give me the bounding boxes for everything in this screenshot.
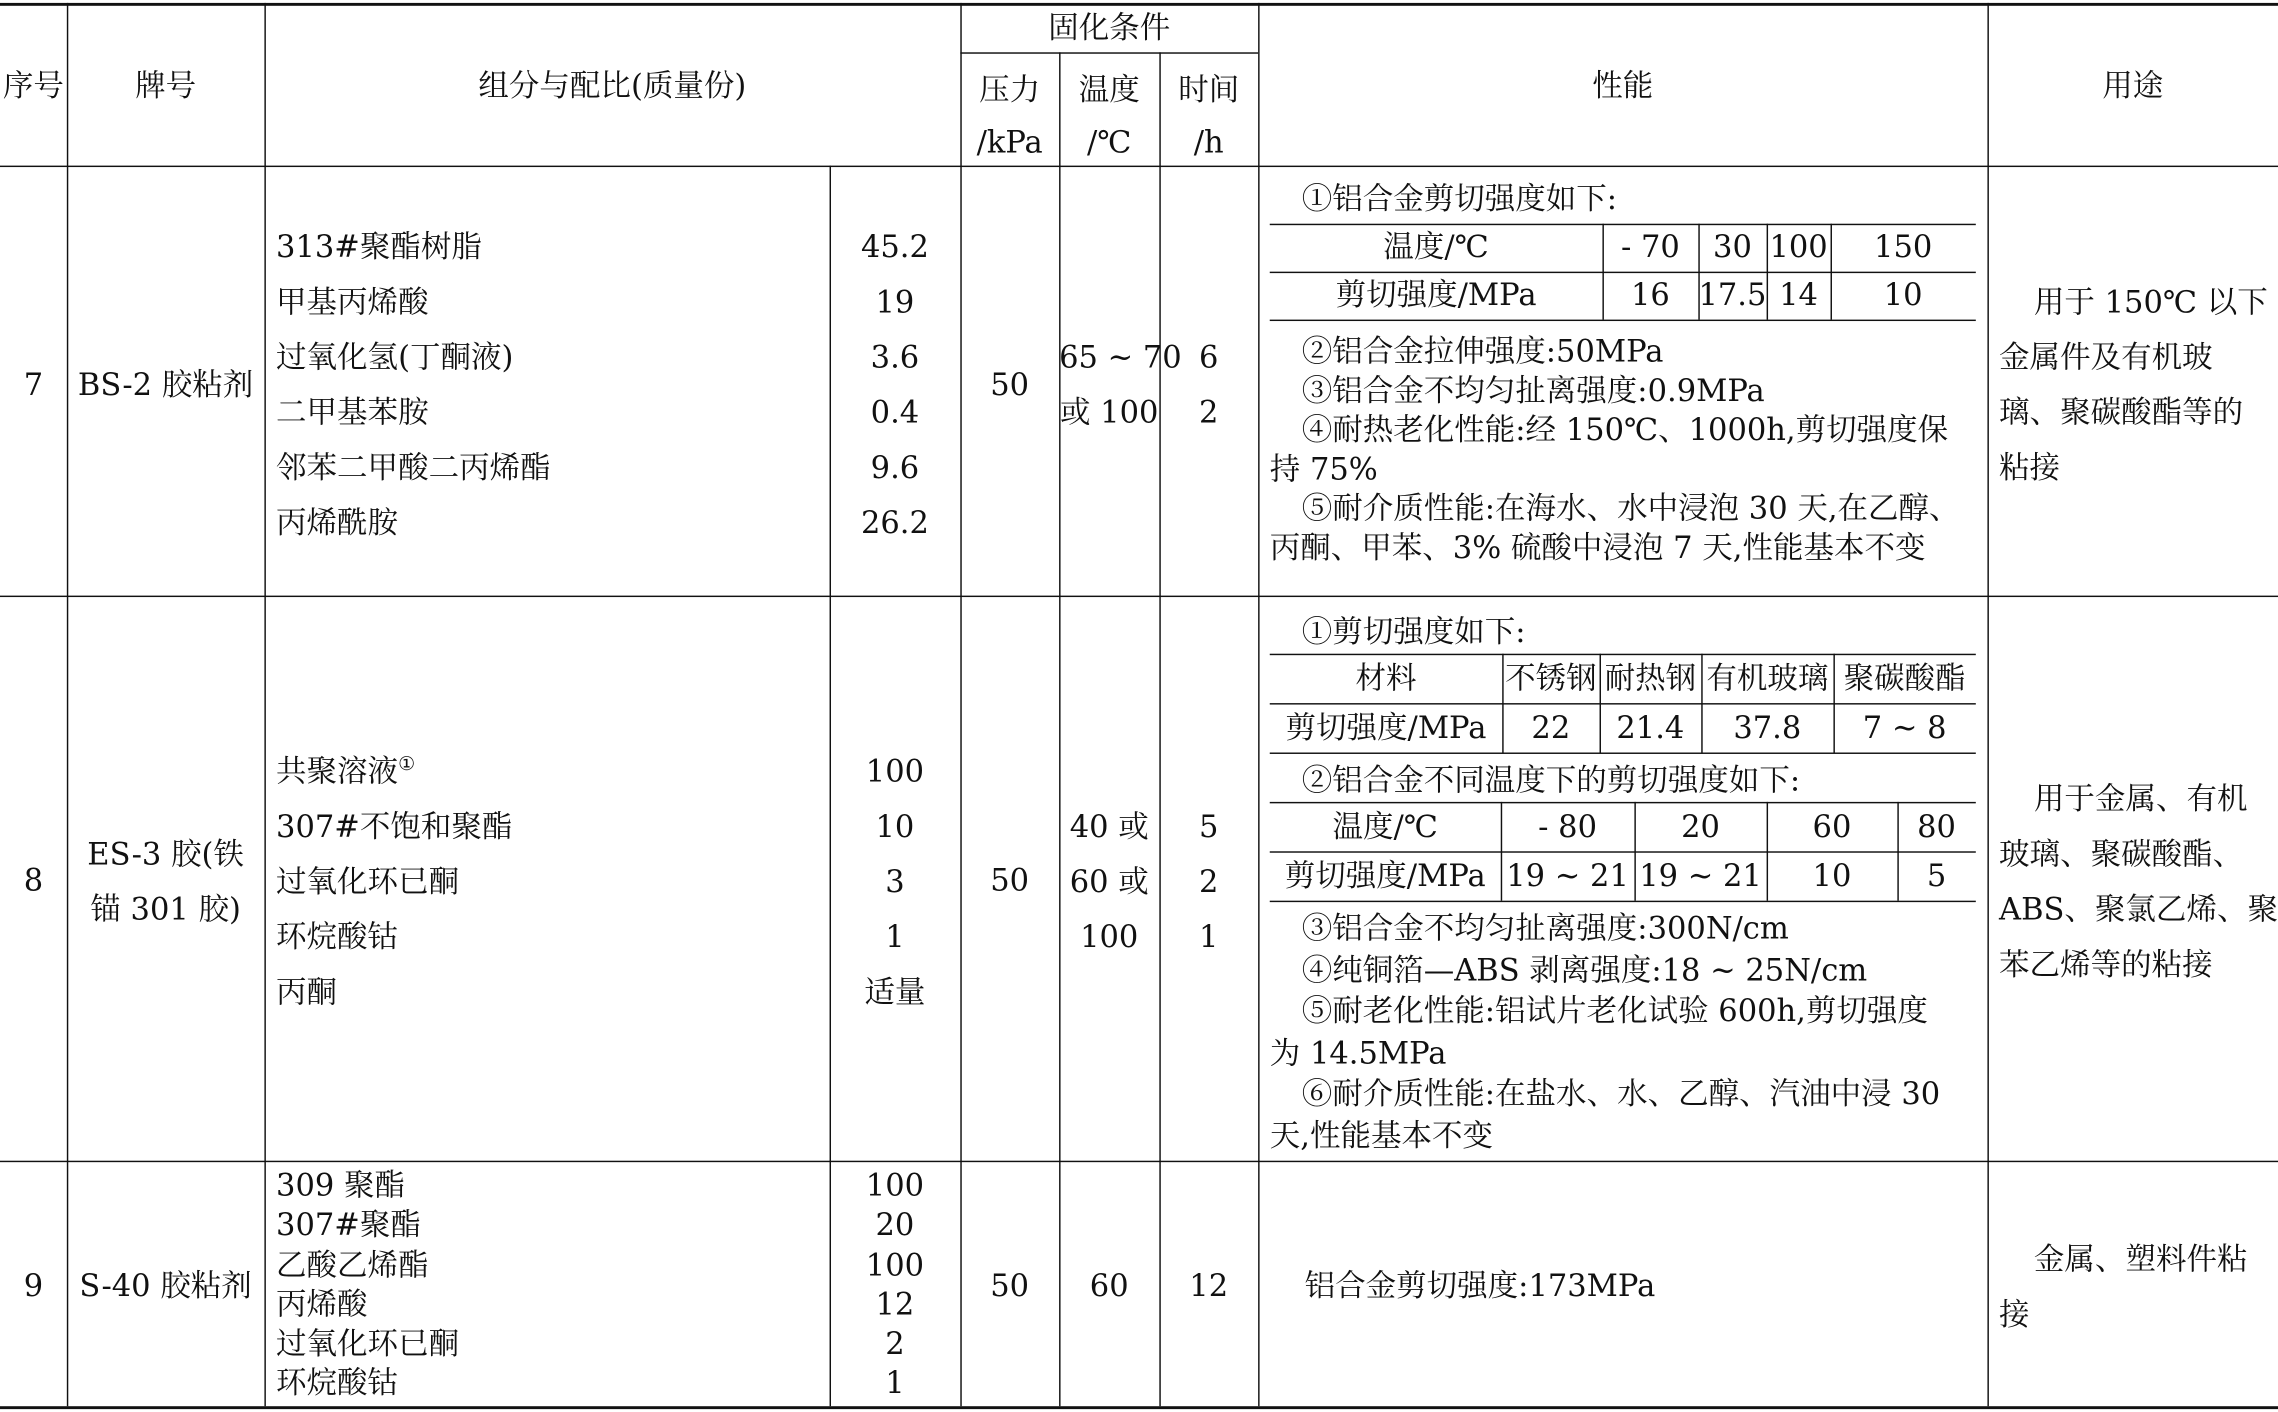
header-brand: 牌号 [135,68,197,104]
row8-temperature: 40 或 60 或 100 [1069,809,1149,955]
header-properties: 性能 [1592,68,1654,104]
row9-pressure: 50 [990,1268,1030,1304]
header-pressure: 压力 /kPa [976,72,1043,160]
cure-subheader-rule [960,52,1258,53]
row8-usage: 用于金属、有机 玻璃、聚碳酸酯、 ABS、聚氯乙烯、聚 苯乙烯等的粘接 [1999,781,2278,983]
row7-seq: 7 [23,367,44,403]
component: 共聚溶液① [276,753,416,789]
component: 环烷酸钴 [276,919,399,955]
component: 丙烯酰胺 [276,505,399,541]
row9-seq: 9 [23,1268,44,1304]
row7-brand: BS-2 胶粘剂 [77,367,254,403]
row8-prop-intro1: ①剪切强度如下: [1301,614,1526,650]
row8-amounts: 100 10 3 1 适量 [864,753,926,1010]
column-divider [264,3,265,1406]
header-composition: 组分与配比(质量份) [478,68,747,104]
row9-components [276,1167,459,1405]
row-divider [0,596,2278,597]
row8-pressure: 50 [990,862,1030,898]
component: 过氧化环已酮 [276,1326,460,1362]
header-temperature: 温度 /℃ [1078,72,1140,160]
header-usage: 用途 [2102,68,2164,104]
component: 过氧化氢(丁酮液) [276,339,514,375]
column-divider [1159,52,1160,1406]
row9-amounts: 100 20 100 12 2 1 [865,1167,925,1402]
component: 丙酮 [276,974,338,1010]
footnote-mark: ① [398,753,416,776]
component: 309 聚酯 [276,1167,405,1203]
row9-properties: 铝合金剪切强度:173MPa [1304,1268,1656,1304]
row7-time: 6 2 [1199,339,1219,430]
row9-usage: 金属、塑料件粘 接 [1999,1242,2248,1333]
row8-time: 5 2 1 [1199,809,1219,955]
header-seq: 序号 [2,68,64,104]
row7-usage: 用于 150℃ 以下 金属件及有机玻 璃、聚碳酸酯等的 粘接 [1999,284,2268,486]
component: 环烷酸钴 [276,1366,399,1402]
column-divider [960,3,961,1406]
component: 过氧化环已酮 [276,864,460,900]
component: 307#不饱和聚酯 [276,809,513,845]
column-divider [1258,3,1259,1406]
component: 307#聚酯 [276,1207,421,1243]
row8-prop-intro2: ②铝合金不同温度下的剪切强度如下: [1301,762,1801,798]
row8-components [276,744,512,1020]
row9-time: 12 [1189,1268,1229,1304]
row8-brand: ES-3 胶(铁 锚 301 胶) [87,836,244,927]
table-top-rule [0,3,2278,6]
row7-components [276,219,551,550]
row7-amounts: 45.2 19 3.6 0.4 9.6 26.2 [860,229,929,541]
row9-temperature: 60 [1089,1268,1129,1304]
component: 乙酸乙烯酯 [276,1247,429,1283]
component: 邻苯二甲酸二丙烯酯 [276,450,551,486]
table-bottom-rule [0,1406,2278,1409]
component: 丙烯酸 [276,1286,368,1322]
row8-prop-lines: ③铝合金不均匀扯离强度:300N/cm ④纯铜箔—ABS 剥离强度:18 ~ 25N/cm ⑤耐老化性能:铝试片老化试验 600h,剪切强度 为 14.5MPa ⑥耐介质性能:在盐水、水、乙醇、汽油中浸 30 天,性能基本不变 [1269,910,1941,1153]
row7-prop-lines: ②铝合金拉伸强度:50MPa ③铝合金不均匀扯离强度:0.9MPa ④耐热老化性能:经 150℃、1000h,剪切强度保 持 75% ⑤耐介质性能:在海水、水中浸泡 30 天,在乙醇、 丙酮、甲苯、3% 硫酸中浸泡 7 天,性能基本不变 [1269,334,1960,566]
component: 甲基丙烯酸 [276,284,429,320]
row9-brand: S-40 胶粘剂 [79,1268,252,1304]
header-cure: 固化条件 [1048,10,1171,46]
component: 313#聚酯树脂 [276,229,482,265]
adhesive-table: 序号 牌号 组分与配比(质量份) 固化条件 压力 /kPa 温度 /℃ 时间 /h 性能 用途 7 BS-2 胶粘剂 313#聚酯树脂 甲基丙烯酸 过氧化氢(丁酮液) 二甲基苯胺 邻苯二甲酸二丙烯酯 丙烯酰胺 45.2 19 3.6 0.4 9.6 26.2 50 65 ~ 70 或 100 6 2 ①铝合金剪切强度如下: 温度/℃ - 70 30 100 150 剪切强度/MPa 16 17.5 14 10 ②铝合金拉伸强度:50MPa ③铝合金不均匀扯离强度:0.9MPa ④耐热老化性能:经 150℃、1000h,剪切强度保 持 75% ⑤耐介质性能:在海水、水中浸泡 30 天,在乙醇、 丙酮、甲苯、3% 硫酸中浸泡 7 天,性能基本不变 用于 150℃ 以下 金属件及有机玻 璃、聚碳酸酯等的 粘接 8 ES-3 胶(铁 锚 301 胶) 共聚溶液① 307#不饱和聚酯 过氧化环已酮 环烷酸钴 丙酮 100 10 3 1 适量 50 40 或 60 或 100 5 2 1 ①剪切强度如下: 材料 不锈钢 耐热钢 有机玻璃 聚碳酸酯 剪切强度/MPa 22 21.4 37.8 7 ~ 8 ②铝合金不同温度下的剪切强度如下: 温度/℃ - 80 20 60 80 剪切强度/MPa 19 ~ 21 19 ~ 21 10 5 ③铝合金不均匀扯离强度:300N/cm ④纯铜箔—ABS 剥离强度:18 ~ 25N/cm ⑤耐老化性能:铝试片老化试验 600h,剪切强度 为 14.5MPa ⑥耐介质性能:在盐水、水、乙醇、汽油中浸 30 天,性能基本不变 用于金属、有机 玻璃、聚碳酸酯、 ABS、聚氯乙烯、聚 苯乙烯等的粘接 9 S-40 胶粘剂 309 聚酯 307#聚酯 乙酸乙烯酯 丙烯酸 过氧化环已酮 环烷酸钴 100 20 100 12 2 1 50 60 12 铝合金剪切强度:173MPa 金属、塑料件粘 接 [0,0,2278,1412]
component: 二甲基苯胺 [276,395,429,430]
row-divider [0,1161,2278,1162]
header-time: 时间 /h [1178,72,1240,160]
column-divider [1059,52,1060,1406]
row7-prop-intro: ①铝合金剪切强度如下: [1301,181,1618,217]
row8-seq: 8 [23,862,44,898]
column-divider [67,3,68,1406]
row7-temperature: 65 ~ 70 或 100 [1059,339,1182,430]
row7-pressure: 50 [990,367,1030,403]
